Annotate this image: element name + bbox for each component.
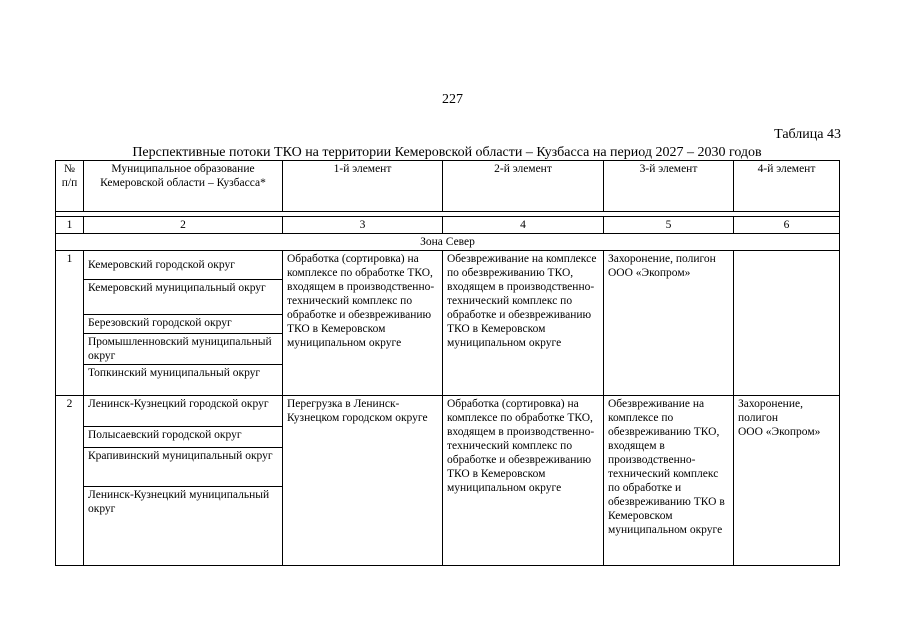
element-2-cell: Обработка (сортировка) на комплексе по обработке ТКО, входящем в производственно-технический комплекс по обработке и обезвреживанию ТКО в Кемеровском муниципальном округе: [443, 396, 604, 566]
municipality-cell: Крапивинский муниципальный округ: [84, 448, 283, 487]
flows-table: [55, 160, 840, 566]
col-num: 5: [604, 217, 734, 234]
element-1-cell: Обработка (сортировка) на комплексе по обработке ТКО, входящем в производственно-технический комплекс по обработке и обезвреживанию ТКО в Кемеровском муниципальном округе: [283, 251, 443, 396]
table-row: [56, 251, 840, 280]
element-3-line: ООО «Экопром»: [608, 267, 691, 279]
element-1-cell: Перегрузка в Ленинск-Кузнецком городском округе: [283, 396, 443, 566]
row-number: 1: [56, 251, 84, 396]
col-num: 3: [283, 217, 443, 234]
col-num: 2: [84, 217, 283, 234]
element-4-cell: [734, 251, 840, 396]
header-no: № п/п: [56, 161, 84, 212]
municipality-cell: Ленинск-Кузнецкий городской округ: [84, 396, 283, 427]
column-numbers-row: [56, 217, 840, 234]
table-row: [56, 396, 840, 427]
col-num: 1: [56, 217, 84, 234]
element-3-cell: [604, 251, 734, 396]
col-num: 4: [443, 217, 604, 234]
table-title: Перспективные потоки ТКО на территории Кемеровской области – Кузбасса на период 2027 – 2030 годов: [132, 145, 762, 160]
header-element-3: 3-й элемент: [604, 161, 734, 212]
municipality-cell: Кемеровский муниципальный округ: [84, 280, 283, 315]
header-element-4: 4-й элемент: [734, 161, 840, 212]
header-element-1: 1-й элемент: [283, 161, 443, 212]
page-number: 227: [442, 92, 463, 107]
row-number: 2: [56, 396, 84, 566]
header-municipality: Муниципальное образование Кемеровской области – Кузбасса*: [84, 161, 283, 212]
municipality-cell: Березовский городской округ: [84, 315, 283, 334]
header-row: [56, 161, 840, 212]
zone-label: Зона Север: [56, 234, 840, 251]
table-label: Таблица 43: [774, 127, 841, 142]
municipality-cell: Полысаевский городской округ: [84, 427, 283, 448]
element-2-cell: Обезвреживание на комплексе по обезвреживанию ТКО, входящем в производственно-технический комплекс по обработке и обезвреживанию ТКО в Кемеровском муниципальном округе: [443, 251, 604, 396]
col-num: 6: [734, 217, 840, 234]
element-4-line: ООО «Экопром»: [738, 426, 821, 438]
municipality-cell: Промышленновский муниципальный округ: [84, 334, 283, 365]
municipality-cell: Ленинск-Кузнецкий муниципальный округ: [84, 487, 283, 566]
header-element-2: 2-й элемент: [443, 161, 604, 212]
element-4-line: Захоронение, полигон: [738, 398, 803, 424]
element-3-cell: Обезвреживание на комплексе по обезвреживанию ТКО, входящем в производственно-технический комплекс по обработке и обезвреживанию ТКО в Кемеровском муниципальном округе: [604, 396, 734, 566]
municipality-cell: Кемеровский городской округ: [84, 251, 283, 280]
element-3-line: Захоронение, полигон: [608, 253, 716, 265]
element-4-cell: [734, 396, 840, 566]
municipality-cell: Топкинский муниципальный округ: [84, 365, 283, 396]
zone-row: [56, 234, 840, 251]
